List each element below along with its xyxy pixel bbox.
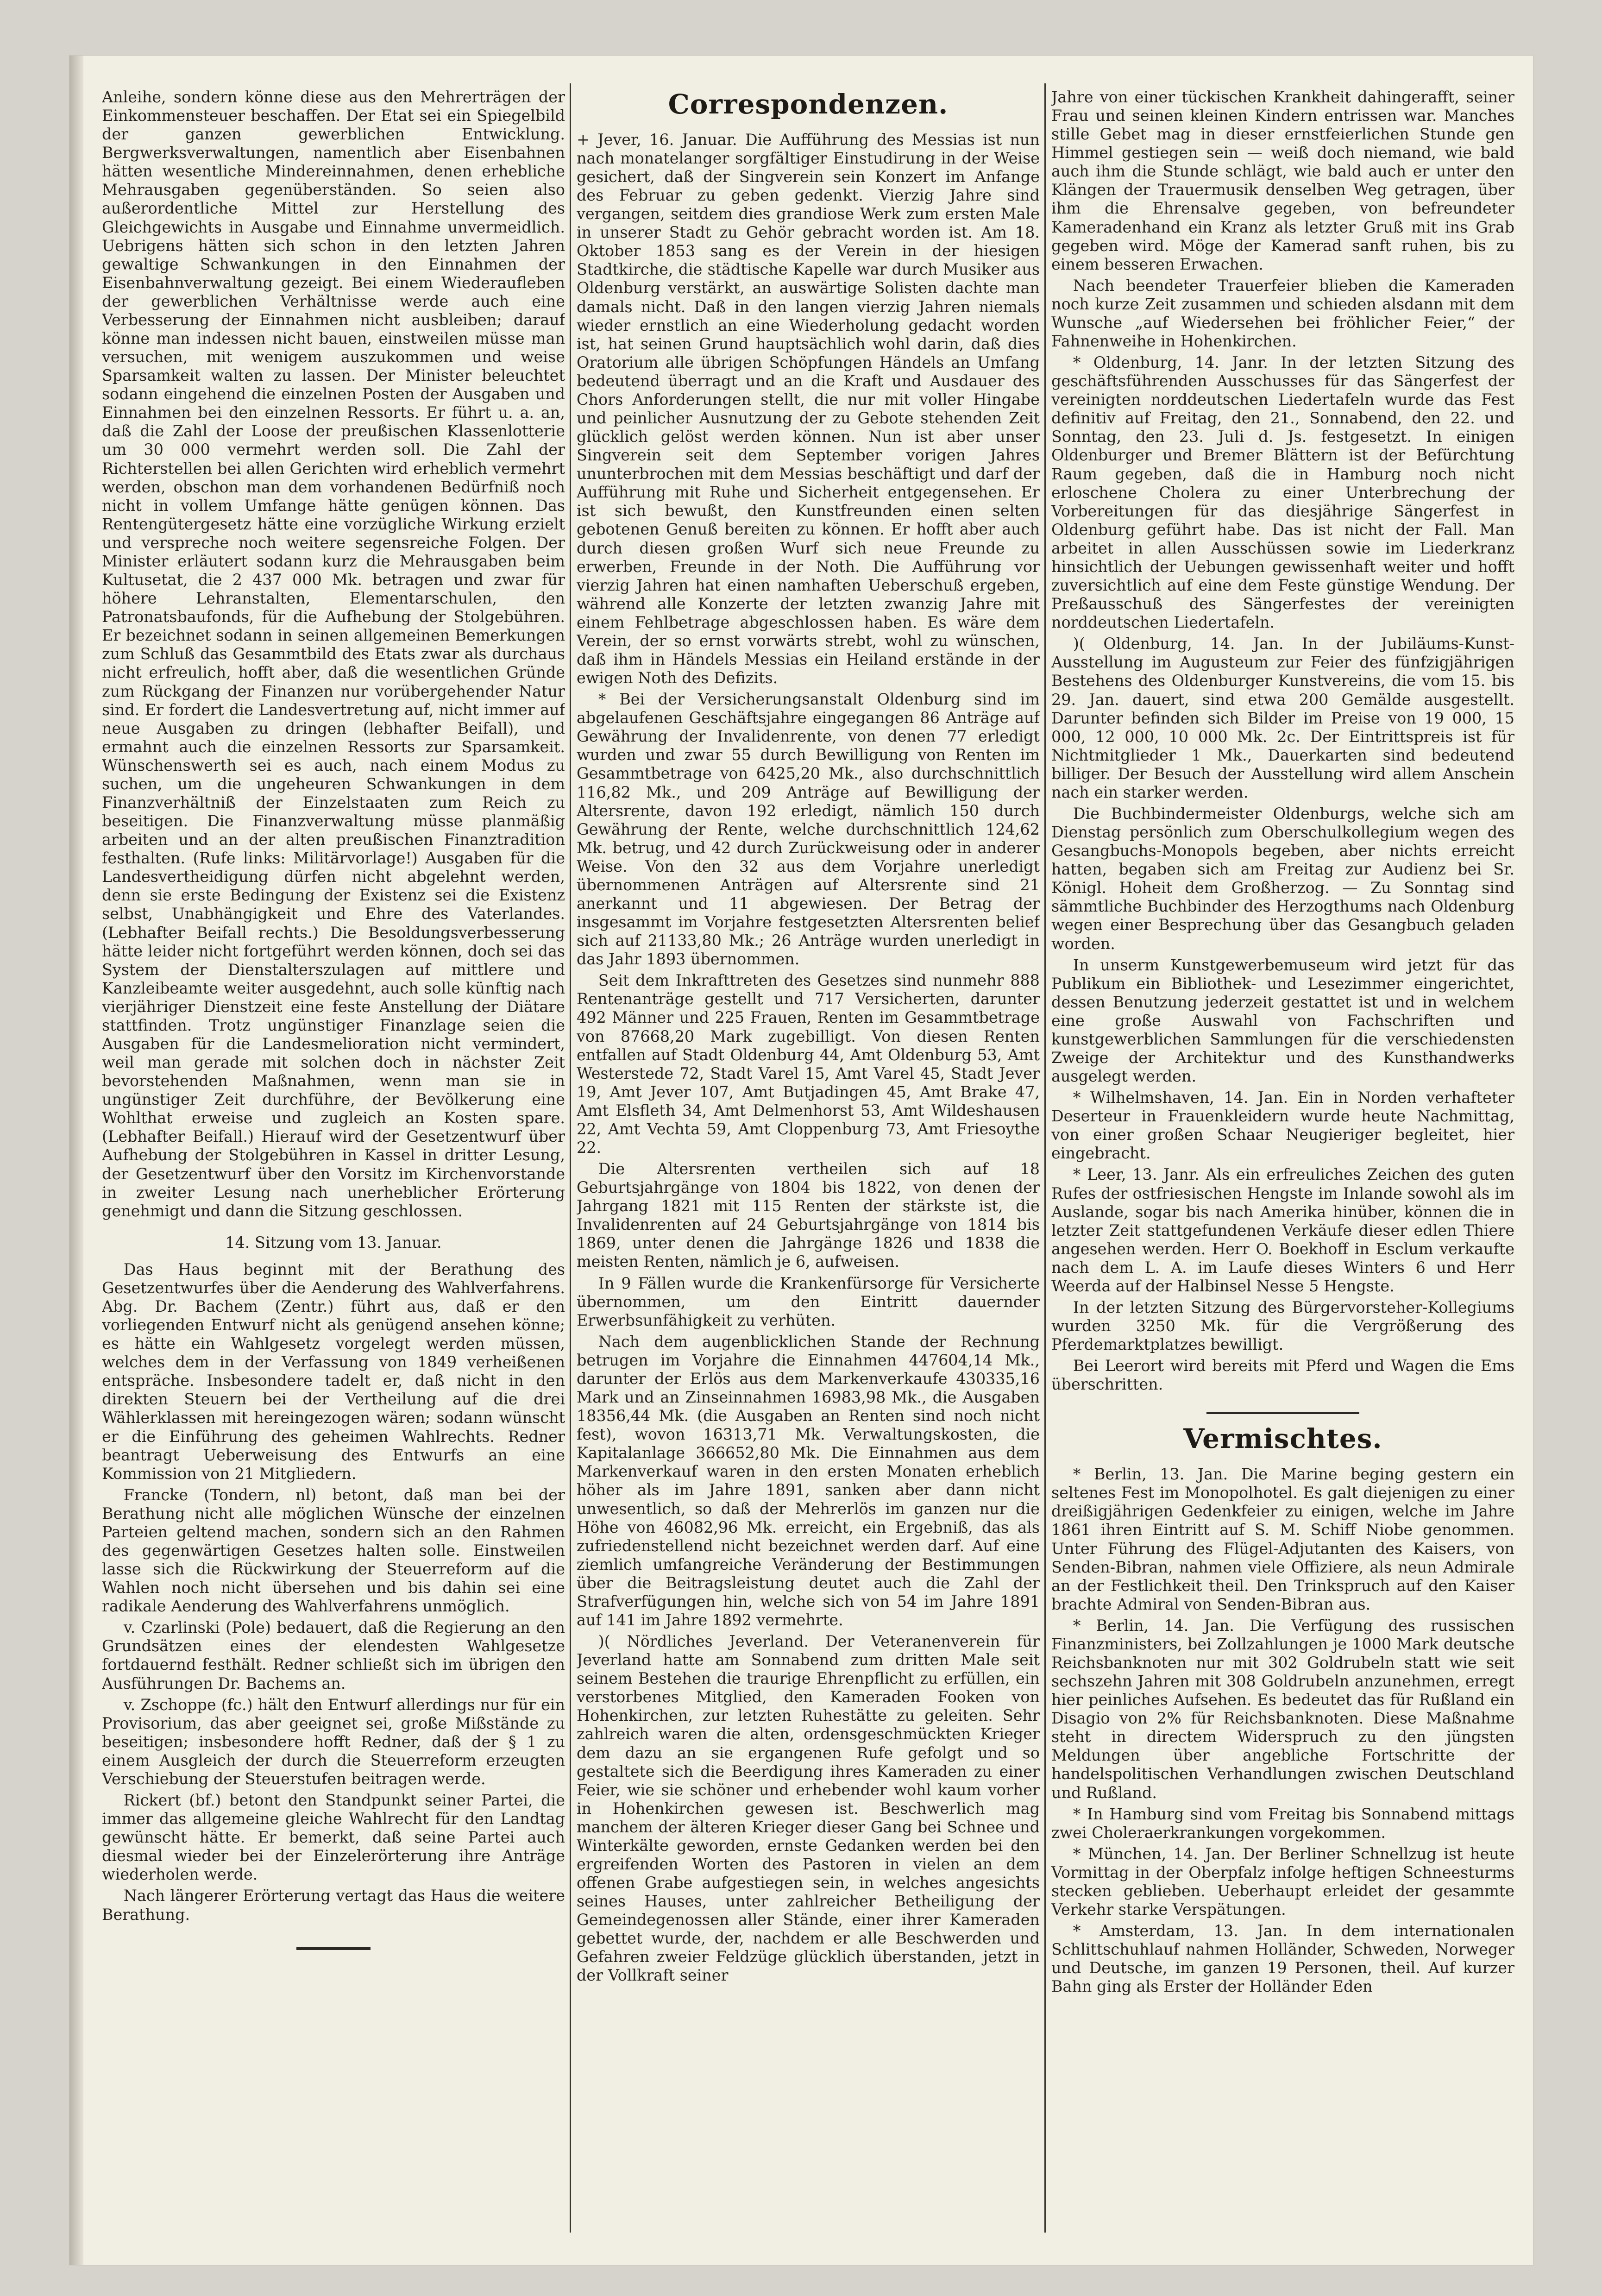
column-rule-right (1044, 83, 1046, 2233)
column-right (1051, 88, 1514, 2228)
article-paragraph: * Berlin, 14. Jan. Die Verfügung des russischen Finanzministers, bei Zollzahlungen je 1000 Mark deutsche Reichsbanknoten nur mit 302 Goldrubeln statt wie seit sechszehn Jahren mit 308 Goldrubeln anzunehmen, erregt hier peinliches Aufsehen. Es bedeutet das für Rußland ein Disagio von 2% für Reichsbanknoten. Diese Maßnahme steht in directem Widerspruch zu den jüngsten Meldungen über angebliche Fortschritte der handelspolitischen Verhandlungen zwischen Deutschland und Rußland. (1051, 1616, 1514, 1802)
article-paragraph: * Oldenburg, 14. Janr. In der letzten Sitzung des geschäftsführenden Ausschusses für das Sängerfest der vereinigten norddeutschen Liedertafeln wurde das Fest definitiv auf Freitag, den 21., Sonnabend, den 22. und Sonntag, den 23. Juli d. Js. festgesetzt. In einigen Oldenburger und Bremer Blättern ist der Befürchtung Raum gegeben, daß die in Hamburg noch nicht erloschene Cholera zu einer Unterbrechung der Vorbereitungen für das diesjährige Sängerfest in Oldenburg geführt habe. Das ist nicht der Fall. Man arbeitet in allen Ausschüssen sowie im Liederkranz hinsichtlich der Uebungen gewissenhaft weiter und hofft zuversichtlich auf eine dem Feste günstige Wendung. Der Preßausschuß des Sängerfestes der vereinigten norddeutschen Liedertafeln. (1051, 353, 1514, 632)
article-paragraph: In unserm Kunstgewerbemuseum wird jetzt für das Publikum ein Bibliothek- und Lesezimmer eingerichtet, dessen Benutzung jederzeit gestattet ist und in welchem eine große Auswahl von Fachschriften und kunstgewerblichen Sammlungen für die verschiedensten Zweige der Architektur und des Kunsthandwerks ausgelegt werden. (1051, 956, 1514, 1086)
section-heading-correspondenzen: Correspondenzen. (668, 88, 949, 120)
article-paragraph: Seit dem Inkrafttreten des Gesetzes sind nunmehr 888 Rentenanträge gestellt und 717 Versicherten, darunter 492 Männer und 225 Frauen, Renten im Gesammtbetrage von 87668,20 Mark zugebilligt. Von diesen Renten entfallen auf Stadt Oldenburg 44, Amt Oldenburg 53, Amt Westerstede 72, Stadt Varel 15, Amt Varel 45, Stadt Jever 19, Amt Jever 107, Amt Butjadingen 45, Amt Brake 47, Amt Elsfleth 34, Amt Delmenhorst 53, Amt Wildeshausen 22, Amt Vechta 59, Amt Cloppenburg 73, Amt Friesoythe 22. (577, 971, 1040, 1157)
article-paragraph: Die Altersrenten vertheilen sich auf 18 Geburtsjahrgänge von 1804 bis 1822, von denen der Jahrgang 1821 mit 115 Renten der stärkste ist, die Invalidenrenten auf 24 Geburtsjahrgänge von 1814 bis 1869, unter denen die Jahrgänge 1826 und 1838 die meisten Renten, nämlich je 6, aufweisen. (577, 1160, 1040, 1271)
article-paragraph: In 9 Fällen wurde die Krankenfürsorge für Versicherte übernommen, um den Eintritt dauernder Erwerbsunfähigkeit zu verhüten. (577, 1274, 1040, 1329)
article-paragraph: + Jever, 16. Januar. Die Aufführung des Messias ist nun nach monatelanger sorgfältiger Einstudirung in der Weise gesichert, daß der Singverein sein Konzert im Anfange des Februar zu geben gedenkt. Vierzig Jahre sind vergangen, seitdem dies grandiose Werk zum ersten Male in unserer Stadt zu Gehör gebracht worden ist. Am 18. Oktober 1853 sang es der Verein in der hiesigen Stadtkirche, die städtische Kapelle war durch Musiker aus Oldenburg verstärkt, an auswärtige Solisten dachte man damals nicht. Daß in den langen vierzig Jahren niemals wieder ernstlich an eine Wiederholung gedacht worden ist, hat seinen Grund hauptsächlich wohl darin, daß dies Oratorium alle übrigen Schöpfungen Händels an Umfang bedeutend überragt und an die Kraft und Ausdauer des Chors Anforderungen stellt, die nur mit voller Hingabe und peinlicher Ausnutzung der zu Gebote stehenden Zeit glücklich gelöst werden können. Nun ist aber unser Singverein seit dem September vorigen Jahres ununterbrochen mit dem Messias beschäftigt und darf der Aufführung mit Ruhe und Sicherheit entgegensehen. Er ist sich bewußt, den Kunstfreunden einen selten gebotenen Genuß bereiten zu können. Er hofft aber auch durch diesen großen Wurf sich neue Freunde zu erwerben, Freunde in der Noth. Die Aufführung vor vierzig Jahren hat einen namhaften Ueberschuß ergeben, während alle Konzerte der letzten zwanzig Jahre mit einem Fehlbetrage abgeschlossen haben. Es wäre dem Verein, der so ernst vorwärts strebt, wohl zu wünschen, daß ihm in Händels Messias ein Heiland erstände in der ewigen Noth des Defizits. (577, 130, 1040, 687)
article-paragraph: Jahre von einer tückischen Krankheit dahingerafft, seiner Frau und seinen kleinen Kindern entrissen war. Manches stille Gebet mag in dieser ernstfeierlichen Stunde gen Himmel gestiegen sein — weiß doch niemand, wie bald auch ihm die Stunde schlägt, wie bald auch er unter den Klängen der Trauermusik denselben Weg getragen, über ihm die Ehrensalve gegeben, von befreundeter Kameradenhand ein Kranz als letzter Gruß mit ins Grab gegeben wird. Möge der Kamerad sanft ruhen, bis zu einem besseren Erwachen. (1051, 88, 1514, 273)
article-paragraph: Rickert (bf.) betont den Standpunkt seiner Partei, die immer das allgemeine gleiche Wahlrecht für den Landtag gewünscht hätte. Er bemerkt, daß seine Partei auch diesmal wieder bei der Einzelerörterung ihre Anträge wiederholen werde. (102, 1791, 565, 1884)
newspaper-page (69, 56, 1533, 2265)
article-paragraph: Bei Leerort wird bereits mit Pferd und Wagen die Ems überschritten. (1051, 1357, 1514, 1394)
article-paragraph: Nach längerer Erörterung vertagt das Haus die weitere Berathung. (102, 1887, 565, 1924)
article-paragraph: * München, 14. Jan. Der Berliner Schnellzug ist heute Vormittag in der Oberpfalz infolge heftigen Schneesturms stecken geblieben. Ueberhaupt erleidet der gesammte Verkehr starke Verspätungen. (1051, 1844, 1514, 1919)
article-paragraph: * Leer, 13. Janr. Als ein erfreuliches Zeichen des guten Rufes der ostfriesischen Hengste im Inlande sowohl als im Auslande, sogar bis nach Amerika hinüber, können die in letzter Zeit stattgefundenen Verkäufe dieser edlen Thiere angesehen werden. Herr O. Boekhoff in Esclum verkaufte nach dem L. A. im Laufe dieses Winters 6 und Herr Weerda auf der Halbinsel Nesse 5 Hengste. (1051, 1165, 1514, 1295)
column-middle (577, 88, 1040, 2228)
article-paragraph: v. Zschoppe (fc.) hält den Entwurf allerdings nur für ein Provisorium, das aber geeignet sei, große Mißstände zu beseitigen; insbesondere hofft Redner, daß der § 1 zu einem Ausgleich der durch die Steuerreform erzeugten Verschiebung der Steuerstufen beitragen werde. (102, 1695, 565, 1788)
column-rule-left (570, 83, 571, 2233)
article-paragraph: )( Nördliches Jeverland. Der Veteranenverein für Jeverland hatte am Sonnabend zum dritten Male seit seinem Bestehen die traurige Ehrenpflicht zu erfüllen, ein verstorbenes Mitglied, den Kameraden Fooken von Hohenkirchen, zur letzten Ruhestätte zu geleiten. Sehr zahlreich waren die alten, ordensgeschmückten Krieger dem dazu an sie ergangenen Rufe gefolgt und so gestaltete sich die Beerdigung ihres Kameraden zu einer Feier, wie sie schöner und erhebender wohl kaum vorher in Hohenkirchen gewesen ist. Beschwerlich mag manchem der älteren Krieger dieser Gang bei Schnee und Winterkälte geworden, ernste Gedanken werden bei den ergreifenden Worten des Pastoren in vielen an dem offenen Grabe aufgestiegen sein, in welches angesichts seines Hauses, unter zahlreicher Betheiligung der Gemeindegenossen aller Stände, einer ihrer Kameraden gebettet wurde, der, nachdem er alle Beschwerden und Gefahren zweier Feldzüge glücklich überstanden, jetzt in der Vollkraft seiner (577, 1632, 1040, 1985)
column-left (102, 88, 565, 2228)
article-paragraph: * Bei der Versicherungsanstalt Oldenburg sind im abgelaufenen Geschäftsjahre eingegangen 86 Anträge auf Gewährung der Invalidenrente, von denen 77 erledigt wurden und zwar 55 durch Bewilligung von Renten im Gesammtbetrage von 6425,20 Mk., also durchschnittlich 116,82 Mk., und 209 Anträge auf Bewilligung der Altersrente, davon 192 erledigt, nämlich 150 durch Gewährung der Rente, welche durchschnittlich 124,62 Mk. betrug, und 42 durch Zurückweisung oder in anderer Weise. Von den 32 aus dem Vorjahre unerledigt übernommenen Anträgen auf Altersrente sind 21 anerkannt und 11 abgewiesen. Der Betrag der insgesammt im Vorjahre festgesetzten Altersrenten belief sich auf 21133,80 Mk.; 26 Anträge wurden unerledigt in das Jahr 1893 übernommen. (577, 690, 1040, 969)
article-paragraph: Das Haus beginnt mit der Berathung des Gesetzentwurfes über die Aenderung des Wahlverfahrens. Abg. Dr. Bachem (Zentr.) führt aus, daß er den vorliegenden Entwurf nicht als genügend ansehen könne; es hätte ein Wahlgesetz vorgelegt werden müssen, welches dem in der Verfassung von 1849 verheißenen entspräche. Insbesondere tadelt er, daß nicht in den direkten Steuern bei der Vertheilung auf die drei Wählerklassen mit hereingezogen wären; sodann wünscht er die Einführung des geheimen Wahlrechts. Redner beantragt Ueberweisung des Entwurfs an eine Kommission von 21 Mitgliedern. (102, 1260, 565, 1483)
article-paragraph: * Wilhelmshaven, 14. Jan. Ein in Norden verhafteter Deserteur in Frauenkleidern wurde heute Nachmittag, von einer großen Schaar Neugieriger begleitet, hier eingebracht. (1051, 1088, 1514, 1163)
article-paragraph: * Berlin, 13. Jan. Die Marine beging gestern ein seltenes Fest im Monopolhotel. Es galt diejenigen zu einer dreißigjährigen Gedenkfeier zu einigen, welche im Jahre 1861 ihren Eintritt auf S. M. Schiff Niobe genommen. Unter Führung des Flügel-Adjutanten des Kaisers, von Senden-Bibran, nahmen viele Offiziere, als neun Admirale an der Festlichkeit theil. Den Trinkspruch auf den Kaiser brachte Admiral von Senden-Bibran aus. (1051, 1465, 1514, 1613)
article-paragraph: Nach beendeter Trauerfeier blieben die Kameraden noch kurze Zeit zusammen und schieden alsdann mit dem Wunsche „auf Wiedersehen bei fröhlicher Feier,“ der Fahnenweihe in Hohenkirchen. (1051, 276, 1514, 351)
article-paragraph: * In Hamburg sind vom Freitag bis Sonnabend mittags zwei Choleraerkrankungen vorgekommen. (1051, 1805, 1514, 1842)
session-heading: 14. Sitzung vom 13. Januar. (225, 1233, 442, 1252)
article-paragraph: Francke (Tondern, nl) betont, daß man bei der Berathung nicht alle möglichen Wünsche der einzelnen Parteien geltend machen, sondern sich an den Rahmen des gegenwärtigen Gesetzes halten solle. Einstweilen lasse sich die Rückwirkung der Steuerreform auf die Wahlen noch nicht übersehen und bis dahin sei eine radikale Aenderung des Wahlverfahrens unmöglich. (102, 1485, 565, 1616)
section-divider (1206, 1412, 1359, 1414)
article-paragraph: In der letzten Sitzung des Bürgervorsteher-Kollegiums wurden 3250 Mk. für die Vergrößerung des Pferdemarktplatzes bewilligt. (1051, 1298, 1514, 1354)
page-binding-edge (69, 56, 83, 2265)
article-paragraph: v. Czarlinski (Pole) bedauert, daß die Regierung an den Grundsätzen eines der elendesten Wahlgesetze fortdauernd festhält. Redner schließt sich im übrigen den Ausführungen Dr. Bachems an. (102, 1618, 565, 1692)
end-rule (296, 1947, 371, 1950)
article-paragraph: Nach dem augenblicklichen Stande der Rechnung betrugen im Vorjahre die Einnahmen 447604,14 Mk., darunter der Erlös aus dem Markenverkaufe 430335,16 Mark und an Zinseinnahmen 16983,98 Mk., die Ausgaben 18356,44 Mk. (die Ausgaben an Renten sind noch nicht fest), wovon 16313,71 Mk. Verwaltungskosten, die Kapitalanlage 366652,80 Mk. Die Einnahmen aus dem Markenverkauf waren in den ersten Monaten erheblich höher als im Jahre 1891, sanken aber dann nicht unwesentlich, so daß der Mehrerlös im ganzen nur die Höhe von 46082,96 Mk. erreicht, ein Ergebniß, das als zufriedenstellend nicht bezeichnet werden darf. Auf eine ziemlich umfangreiche Veränderung der Bestimmungen über die Beitragsleistung deutet auch die Zahl der Strafverfügungen hin, welche sich von 54 im Jahre 1891 auf 141 im Jahre 1892 vermehrte. (577, 1332, 1040, 1629)
article-paragraph: Anleihe, sondern könne diese aus den Mehrerträgen der Einkommensteuer beschaffen. Der Etat sei ein Spiegelbild der ganzen gewerblichen Entwicklung. Bergwerksverwaltungen, namentlich aber Eisenbahnen hätten wesentliche Mindereinnahmen, denen erhebliche Mehrausgaben gegenüberständen. So seien also außerordentliche Mittel zur Herstellung des Gleichgewichts in Ausgabe und Einnahme unvermeidlich. Uebrigens hätten sich schon in den letzten Jahren gewaltige Schwankungen in den Einnahmen der Eisenbahnverwaltung gezeigt. Bei einem Wiederaufleben der gewerblichen Verhältnisse werde auch eine Verbesserung der Einnahmen nicht ausbleiben; darauf könne man indessen nicht bauen, einstweilen müsse man versuchen, mit wenigem auszukommen und weise Sparsamkeit walten zu lassen. Der Minister beleuchtet sodann eingehend die einzelnen Posten der Ausgaben und Einnahmen bei den einzelnen Ressorts. Er führt u. a. an, daß die Zahl der Loose der preußischen Klassenlotterie um 30 000 vermehrt werden soll. Die Zahl der Richterstellen bei allen Gerichten wird erheblich vermehrt werden, obschon man dem vorhandenen Bedürfniß noch nicht in vollem Umfange hätte genügen können. Das Rentengütergesetz hätte eine vorzügliche Wirkung erzielt und verspreche noch weitere segensreiche Folgen. Der Minister erläutert sodann kurz die Mehrausgaben beim Kultusetat, die 2 437 000 Mk. betragen und zwar für höhere Lehranstalten, Elementarschulen, den Patronatsbaufonds, für die Aufhebung der Stolgebühren. Er bezeichnet sodann in seinen allgemeinen Bemerkungen zum Schluß das Gesammtbild des Etats zwar als durchaus nicht erfreulich, hofft aber, daß die wesentlichen Gründe zum Rückgang der Finanzen nur vorübergehender Natur sind. Er fordert die Landesvertretung auf, nicht immer auf neue Ausgaben zu dringen (lebhafter Beifall), und ermahnt auch die einzelnen Ressorts zur Sparsamkeit. Wünschenswerth sei es auch, nach einem Modus zu suchen, um die ungeheuren Schwankungen in dem Finanzverhältniß der Einzelstaaten zum Reich zu beseitigen. Die Finanzverwaltung müsse planmäßig arbeiten und an der alten preußischen Finanztradition festhalten. (Rufe links: Militärvorlage!) Ausgaben für die Landesvertheidigung dürfen nicht abgelehnt werden, denn sie erste Bedingung der Existenz sei die Existenz selbst, Unabhängigkeit und Ehre des Vaterlandes. (Lebhafter Beifall rechts.) Die Besoldungsverbesserung hätte leider nicht fortgeführt werden können, doch sei das System der Dienstalterszulagen auf mittlere und Kanzleibeamte weiter ausgedehnt, auch solle künftig nach vierjähriger Dienstzeit eine feste Anstellung der Diätare stattfinden. Trotz ungünstiger Finanzlage seien die Ausgaben für die Landesmelioration nicht vermindert, weil man gerade mit solchen doch in nächster Zeit bevorstehenden Maßnahmen, wenn man sie in ungünstiger Zeit durchführe, der Bevölkerung eine Wohlthat erweise und zugleich an Kosten spare. (Lebhafter Beifall.) Hierauf wird der Gesetzentwurf über Aufhebung der Stolgebühren in Kassel in dritter Lesung, der Gesetzentwurf über den Vorsitz im Kirchenvorstande in zweiter Lesung nach unerheblicher Erörterung genehmigt und dann die Sitzung geschlossen. (102, 88, 565, 1220)
article-paragraph: Die Buchbindermeister Oldenburgs, welche sich am Dienstag persönlich zum Oberschulkollegium wegen des Gesangbuchs-Monopols begeben, aber nichts erreicht hatten, begaben sich am Freitag zur Audienz bei Sr. Königl. Hoheit dem Großherzog. — Zu Sonntag sind sämmtliche Buchbinder des Herzogthums nach Oldenburg wegen einer Besprechung über das Gesangbuch geladen worden. (1051, 804, 1514, 953)
section-heading-vermischtes: Vermischtes. (1183, 1423, 1382, 1455)
article-paragraph: )( Oldenburg, 14. Jan. In der Jubiläums-Kunst-Ausstellung im Augusteum zur Feier des fünfzigjährigen Bestehens des Oldenburger Kunstvereins, die vom 15. bis 29. Jan. dauert, sind etwa 200 Gemälde ausgestellt. Darunter befinden sich Bilder im Preise von 19 000, 15 000, 12 000, 10 000 Mk. 2c. Der Eintrittspreis ist für Nichtmitglieder 1 Mk., Dauerkarten sind bedeutend billiger. Der Besuch der Ausstellung wird allem Anschein nach ein starker werden. (1051, 635, 1514, 801)
article-paragraph: * Amsterdam, 13. Jan. In dem internationalen Schlittschuhlauf nahmen Holländer, Schweden, Norweger und Deutsche, im ganzen 19 Personen, theil. Auf kurzer Bahn ging als Erster der Holländer Eden (1051, 1922, 1514, 1996)
